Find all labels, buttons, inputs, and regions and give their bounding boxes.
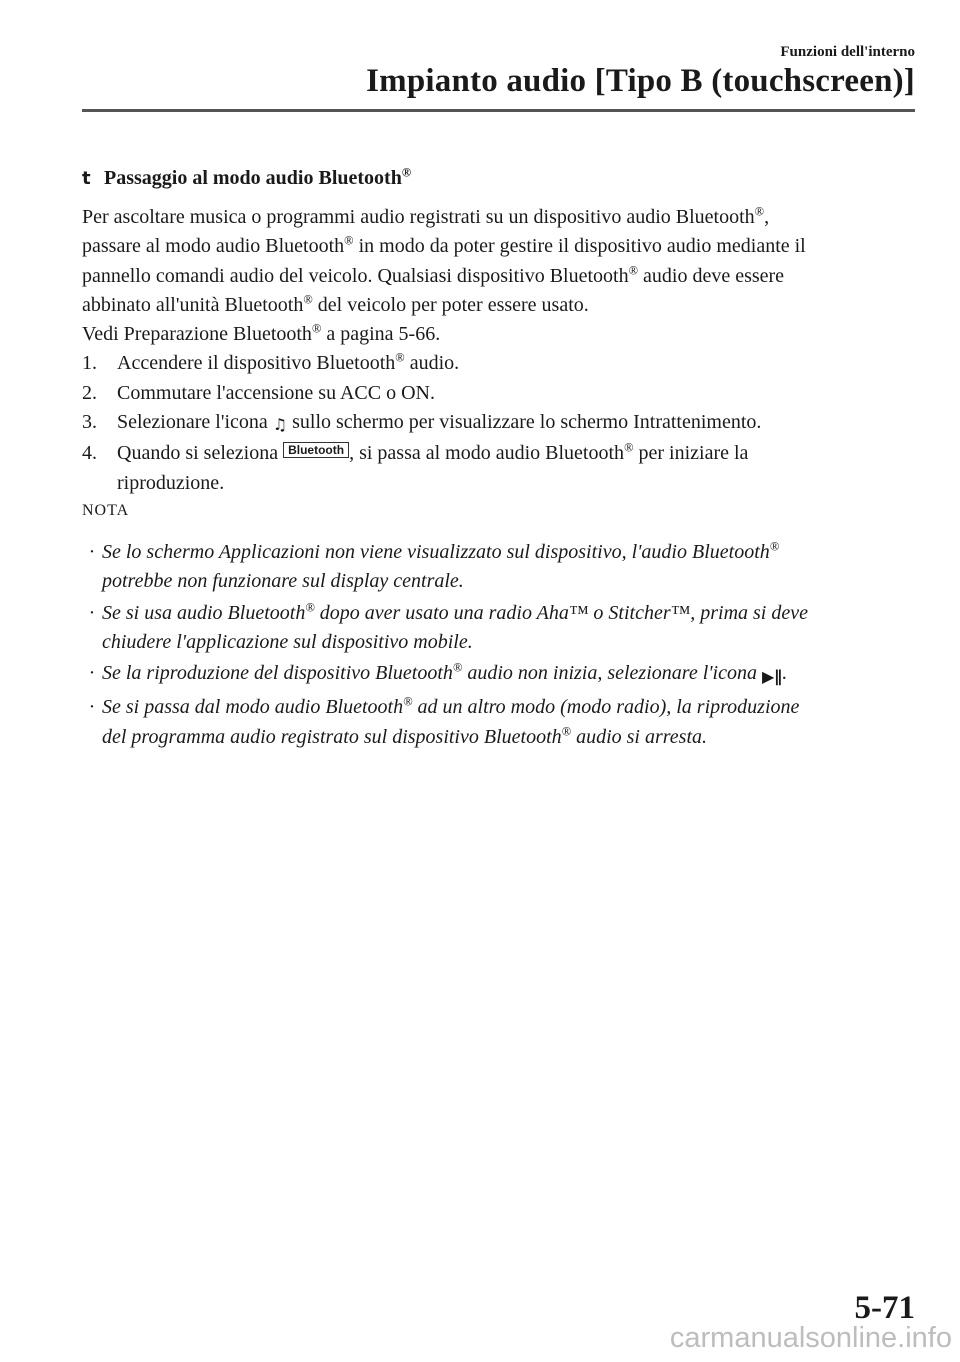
reg-mark: ® [305, 600, 315, 615]
notes-list [82, 538, 922, 754]
list-item [82, 439, 917, 468]
reg-mark: ® [403, 695, 413, 710]
text: , si passa al modo audio Bluetooth [349, 442, 625, 465]
music-note-icon: ♫ [272, 415, 288, 435]
text: . [782, 662, 788, 685]
text: Selezionare l'icona [117, 411, 273, 434]
text: abbinato all'unità Bluetooth [82, 293, 304, 316]
header-section-label: Funzioni dell'interno [780, 44, 915, 60]
text: Quando si seleziona [117, 442, 284, 465]
intro-line [82, 291, 917, 320]
text: Se la riproduzione del dispositivo Bluetooth [102, 662, 453, 685]
list-item [82, 379, 917, 408]
text: audio deve essere [638, 264, 785, 287]
reg-mark: ® [624, 440, 634, 455]
steps-list [82, 349, 917, 497]
bullet-icon: · [88, 662, 96, 685]
text: passare al modo audio Bluetooth [82, 235, 345, 258]
text: audio si arresta. [571, 725, 707, 748]
text: potrebbe non funzionare sul display centrale. [102, 570, 464, 593]
text: sullo schermo per visualizzare lo schermo Intrattenimento. [287, 411, 762, 434]
text: Se si usa audio Bluetooth [102, 601, 306, 624]
section-heading-text: Passaggio al modo audio Bluetooth [104, 167, 402, 189]
step-number: 3. [82, 411, 97, 434]
text: del veicolo per poter essere usato. [312, 293, 589, 316]
reg-mark: ® [561, 724, 572, 739]
text: a pagina 5-66. [321, 323, 441, 346]
text: Per ascoltare musica o programmi audio registrati su un dispositivo audio Bluetooth [82, 206, 755, 228]
text: chiudere l'applicazione sul dispositivo mobile. [102, 630, 473, 653]
intro-line [82, 262, 917, 291]
text: audio non inizia, selezionare l'icona [462, 662, 762, 685]
text: Vedi Preparazione Bluetooth [82, 323, 312, 346]
bullet-icon: · [88, 601, 96, 624]
nota-label: NOTA [82, 502, 130, 519]
list-item [82, 538, 922, 597]
step-number: 2. [82, 381, 97, 404]
text: dopo aver usato una radio Aha™ o Stitcher™, prima si deve [314, 601, 808, 624]
text: per iniziare la [633, 442, 749, 465]
text: ad un altro modo (modo radio), la riproduzione [412, 696, 800, 719]
text: audio. [404, 352, 460, 375]
watermark: carmanualsonline.info [669, 1322, 952, 1354]
reg-mark: ® [344, 233, 354, 248]
list-item [82, 659, 922, 691]
text: Se si passa dal modo audio Bluetooth [102, 696, 404, 719]
play-pause-icon: ▶∥ [761, 667, 783, 687]
reg-mark: ® [628, 263, 639, 278]
intro-line [82, 232, 917, 261]
text: Se lo schermo Applicazioni non viene visualizzato sul dispositivo, l'audio Bluetooth [102, 541, 770, 563]
page-number: 5-71 [854, 1290, 915, 1326]
list-item-continuation: riproduzione. [117, 471, 225, 494]
text: Commutare l'accensione su ACC o ON. [117, 381, 435, 404]
section-heading [82, 167, 411, 190]
list-item [82, 349, 917, 378]
reg-mark: ® [754, 204, 765, 219]
reg-mark: ® [401, 165, 412, 180]
text: del programma audio registrato sul dispositivo Bluetooth [102, 725, 562, 748]
reg-mark: ® [395, 351, 405, 366]
text: Accendere il dispositivo Bluetooth [117, 352, 396, 375]
reg-mark: ® [769, 539, 780, 554]
bullet-icon: · [88, 541, 96, 563]
bullet-icon: · [88, 696, 96, 719]
reg-mark: ® [452, 660, 463, 675]
intro-paragraph [82, 203, 917, 349]
step-number: 1. [82, 352, 97, 375]
text: , [764, 206, 770, 228]
body-text [82, 203, 917, 498]
bluetooth-button: Bluetooth [283, 442, 349, 458]
header-divider [82, 109, 915, 112]
text: pannello comandi audio del veicolo. Qualsiasi dispositivo Bluetooth [82, 264, 629, 287]
intro-line [82, 320, 917, 349]
list-item [82, 599, 922, 658]
reg-mark: ® [303, 292, 313, 307]
reg-mark: ® [311, 321, 322, 336]
step-number: 4. [82, 442, 97, 465]
text: in modo da poter gestire il dispositivo audio mediante il [353, 235, 806, 258]
list-item [82, 693, 922, 752]
intro-line [82, 203, 917, 232]
page-title: Impianto audio [Tipo B (touchscreen)] [366, 63, 915, 99]
list-item [82, 408, 917, 439]
section-marker: t [82, 168, 91, 189]
